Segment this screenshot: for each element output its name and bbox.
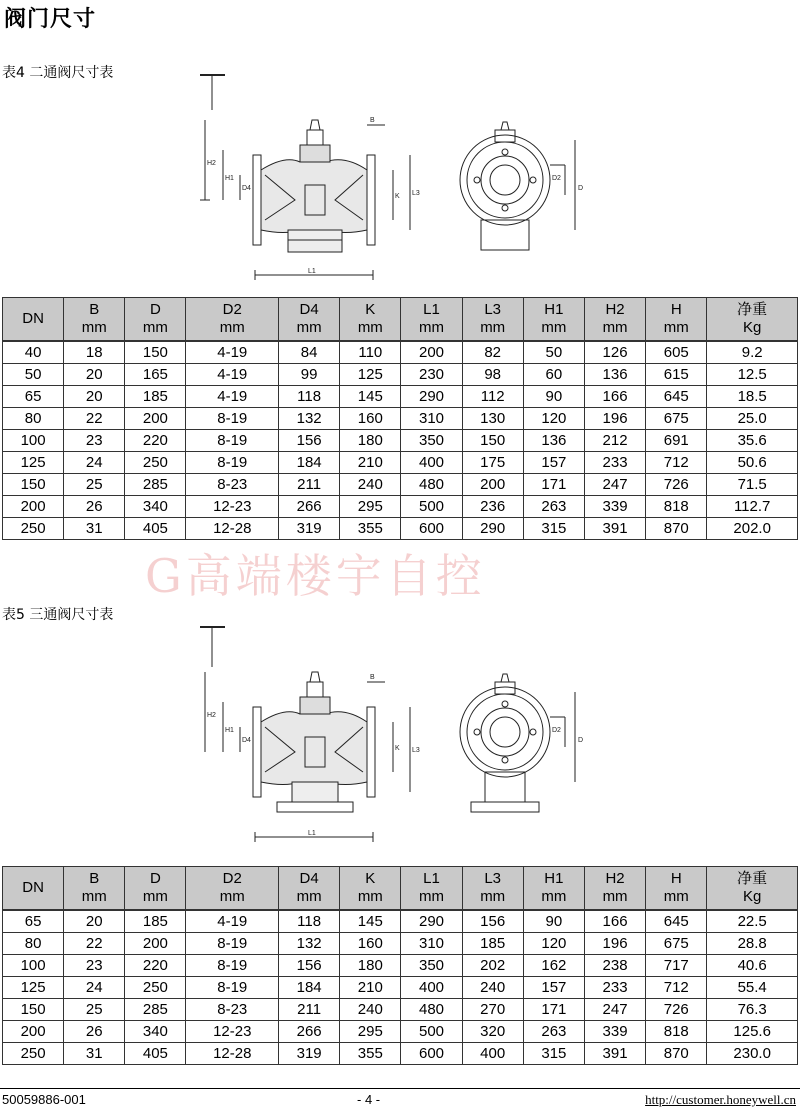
table-cell: 675 bbox=[646, 933, 707, 955]
table-cell: 136 bbox=[584, 364, 645, 386]
table-cell: 23 bbox=[64, 955, 125, 977]
table-cell: 675 bbox=[646, 408, 707, 430]
table-cell: 100 bbox=[3, 430, 64, 452]
table-cell: 391 bbox=[584, 518, 645, 540]
table-cell: 12-23 bbox=[186, 1021, 279, 1043]
table-cell: 120 bbox=[523, 933, 584, 955]
table-cell: 145 bbox=[340, 910, 401, 933]
table-cell: 350 bbox=[401, 955, 462, 977]
label-k: K bbox=[395, 193, 400, 200]
table-row bbox=[3, 452, 798, 474]
table-row bbox=[3, 518, 798, 540]
table-cell: 870 bbox=[646, 1043, 707, 1065]
table-cell: 400 bbox=[401, 452, 462, 474]
header-weight: 净重 Kg bbox=[707, 867, 798, 911]
table-cell: 157 bbox=[523, 977, 584, 999]
table-cell: 726 bbox=[646, 999, 707, 1021]
label-d4: D4 bbox=[242, 185, 251, 192]
label-d2-3way: D2 bbox=[552, 727, 561, 734]
table-row bbox=[3, 1021, 798, 1043]
table-cell: 90 bbox=[523, 910, 584, 933]
table-row bbox=[3, 977, 798, 999]
table-cell: 171 bbox=[523, 999, 584, 1021]
table-cell: 71.5 bbox=[707, 474, 798, 496]
table-cell: 295 bbox=[340, 1021, 401, 1043]
table-cell: 230.0 bbox=[707, 1043, 798, 1065]
table-cell: 210 bbox=[340, 977, 401, 999]
table-cell: 8-19 bbox=[186, 955, 279, 977]
table-cell: 84 bbox=[279, 341, 340, 364]
table-cell: 391 bbox=[584, 1043, 645, 1065]
watermark: G高端楼宇自控 bbox=[145, 549, 486, 603]
table-cell: 400 bbox=[462, 1043, 523, 1065]
table-cell: 691 bbox=[646, 430, 707, 452]
table-cell: 24 bbox=[64, 452, 125, 474]
table-cell: 212 bbox=[584, 430, 645, 452]
table-cell: 211 bbox=[279, 999, 340, 1021]
table-cell: 166 bbox=[584, 386, 645, 408]
label-l1-3way: L1 bbox=[308, 830, 316, 837]
table-cell: 310 bbox=[401, 408, 462, 430]
label-l3-3way: L3 bbox=[412, 747, 420, 754]
table-cell: 12.5 bbox=[707, 364, 798, 386]
table-cell: 136 bbox=[523, 430, 584, 452]
header-k: K mm bbox=[340, 867, 401, 911]
table-cell: 600 bbox=[401, 518, 462, 540]
table-cell: 130 bbox=[462, 408, 523, 430]
table-cell: 315 bbox=[523, 518, 584, 540]
table-cell: 818 bbox=[646, 496, 707, 518]
table-cell: 818 bbox=[646, 1021, 707, 1043]
table-cell: 160 bbox=[340, 933, 401, 955]
table-cell: 340 bbox=[125, 1021, 186, 1043]
header-b: B mm bbox=[64, 867, 125, 911]
table-cell: 8-19 bbox=[186, 430, 279, 452]
header-d2: D2 mm bbox=[186, 867, 279, 911]
table-cell: 157 bbox=[523, 452, 584, 474]
table-cell: 90 bbox=[523, 386, 584, 408]
table-cell: 263 bbox=[523, 496, 584, 518]
table-cell: 247 bbox=[584, 474, 645, 496]
table-cell: 500 bbox=[401, 496, 462, 518]
table-cell: 285 bbox=[125, 999, 186, 1021]
table-cell: 162 bbox=[523, 955, 584, 977]
table-cell: 200 bbox=[125, 933, 186, 955]
table-cell: 250 bbox=[125, 452, 186, 474]
table-cell: 8-23 bbox=[186, 999, 279, 1021]
page-number: - 4 - bbox=[357, 1092, 381, 1107]
table-cell: 12-28 bbox=[186, 518, 279, 540]
table-cell: 76.3 bbox=[707, 999, 798, 1021]
table-cell: 200 bbox=[3, 1021, 64, 1043]
table-cell: 605 bbox=[646, 341, 707, 364]
table-cell: 150 bbox=[462, 430, 523, 452]
label-h2-3way: H2 bbox=[207, 712, 216, 719]
table-cell: 4-19 bbox=[186, 386, 279, 408]
table-cell: 355 bbox=[340, 518, 401, 540]
table-row bbox=[3, 955, 798, 977]
table-cell: 40 bbox=[3, 341, 64, 364]
label-d4-3way: D4 bbox=[242, 737, 251, 744]
header-h2: H2 mm bbox=[584, 867, 645, 911]
table-cell: 8-19 bbox=[186, 408, 279, 430]
table-cell: 156 bbox=[279, 955, 340, 977]
table5-header-row bbox=[3, 867, 798, 911]
table-cell: 12-23 bbox=[186, 496, 279, 518]
table-cell: 263 bbox=[523, 1021, 584, 1043]
two-way-valve-drawing bbox=[195, 70, 595, 285]
table-cell: 500 bbox=[401, 1021, 462, 1043]
table-cell: 615 bbox=[646, 364, 707, 386]
table-row bbox=[3, 933, 798, 955]
table-cell: 31 bbox=[64, 1043, 125, 1065]
table-cell: 340 bbox=[125, 496, 186, 518]
label-h2: H2 bbox=[207, 160, 216, 167]
table-row bbox=[3, 1043, 798, 1065]
table-cell: 180 bbox=[340, 430, 401, 452]
table4-header-row bbox=[3, 298, 798, 342]
table-cell: 166 bbox=[584, 910, 645, 933]
table-cell: 320 bbox=[462, 1021, 523, 1043]
table-cell: 180 bbox=[340, 955, 401, 977]
table-cell: 250 bbox=[3, 518, 64, 540]
table-cell: 20 bbox=[64, 910, 125, 933]
table-cell: 31 bbox=[64, 518, 125, 540]
table-cell: 22 bbox=[64, 933, 125, 955]
label-d: D bbox=[578, 185, 584, 192]
table-cell: 65 bbox=[3, 386, 64, 408]
header-d2: D2 mm bbox=[186, 298, 279, 342]
table-cell: 200 bbox=[125, 408, 186, 430]
table-row bbox=[3, 364, 798, 386]
table-cell: 50 bbox=[3, 364, 64, 386]
table-cell: 315 bbox=[523, 1043, 584, 1065]
table-cell: 25.0 bbox=[707, 408, 798, 430]
header-h: H mm bbox=[646, 298, 707, 342]
table-cell: 202.0 bbox=[707, 518, 798, 540]
table-cell: 285 bbox=[125, 474, 186, 496]
table-cell: 8-19 bbox=[186, 977, 279, 999]
table-cell: 50.6 bbox=[707, 452, 798, 474]
header-dn: DN bbox=[3, 867, 64, 911]
table4-body bbox=[3, 341, 798, 540]
table-cell: 290 bbox=[401, 386, 462, 408]
table-cell: 350 bbox=[401, 430, 462, 452]
table-row bbox=[3, 910, 798, 933]
table-cell: 112.7 bbox=[707, 496, 798, 518]
label-k-3way: K bbox=[395, 745, 400, 752]
table-cell: 80 bbox=[3, 408, 64, 430]
table-cell: 65 bbox=[3, 910, 64, 933]
table-row bbox=[3, 474, 798, 496]
header-l3: L3 mm bbox=[462, 298, 523, 342]
table-cell: 126 bbox=[584, 341, 645, 364]
table-cell: 4-19 bbox=[186, 364, 279, 386]
table-cell: 40.6 bbox=[707, 955, 798, 977]
table-cell: 8-23 bbox=[186, 474, 279, 496]
table5-body bbox=[3, 910, 798, 1065]
footer-link[interactable]: http://customer.honeywell.cn bbox=[645, 1092, 796, 1107]
table-cell: 185 bbox=[125, 910, 186, 933]
table-cell: 726 bbox=[646, 474, 707, 496]
table-cell: 20 bbox=[64, 386, 125, 408]
table-cell: 132 bbox=[279, 933, 340, 955]
table-cell: 125 bbox=[3, 977, 64, 999]
table-cell: 120 bbox=[523, 408, 584, 430]
table-cell: 200 bbox=[3, 496, 64, 518]
table-cell: 125 bbox=[3, 452, 64, 474]
table-cell: 295 bbox=[340, 496, 401, 518]
table-row bbox=[3, 341, 798, 364]
header-k: K mm bbox=[340, 298, 401, 342]
doc-number: 50059886-001 bbox=[2, 1092, 86, 1107]
table-cell: 18.5 bbox=[707, 386, 798, 408]
table-cell: 480 bbox=[401, 474, 462, 496]
table-cell: 118 bbox=[279, 386, 340, 408]
table-cell: 9.2 bbox=[707, 341, 798, 364]
table-cell: 20 bbox=[64, 364, 125, 386]
table-cell: 150 bbox=[125, 341, 186, 364]
table-cell: 200 bbox=[401, 341, 462, 364]
table-cell: 240 bbox=[340, 474, 401, 496]
header-l1: L1 mm bbox=[401, 298, 462, 342]
table-cell: 165 bbox=[125, 364, 186, 386]
table-cell: 220 bbox=[125, 955, 186, 977]
table-cell: 270 bbox=[462, 999, 523, 1021]
table-cell: 238 bbox=[584, 955, 645, 977]
table-cell: 22 bbox=[64, 408, 125, 430]
table-cell: 55.4 bbox=[707, 977, 798, 999]
table-cell: 22.5 bbox=[707, 910, 798, 933]
table-cell: 240 bbox=[340, 999, 401, 1021]
table-cell: 23 bbox=[64, 430, 125, 452]
table-cell: 150 bbox=[3, 474, 64, 496]
table-cell: 405 bbox=[125, 518, 186, 540]
table-cell: 145 bbox=[340, 386, 401, 408]
three-way-valve-drawing bbox=[195, 622, 595, 847]
table-cell: 870 bbox=[646, 518, 707, 540]
table-cell: 12-28 bbox=[186, 1043, 279, 1065]
header-h: H mm bbox=[646, 867, 707, 911]
table-cell: 240 bbox=[462, 977, 523, 999]
table-cell: 132 bbox=[279, 408, 340, 430]
page-title: 阀门尺寸 bbox=[4, 7, 97, 32]
header-weight: 净重 Kg bbox=[707, 298, 798, 342]
table-cell: 125.6 bbox=[707, 1021, 798, 1043]
table-cell: 98 bbox=[462, 364, 523, 386]
table-cell: 171 bbox=[523, 474, 584, 496]
table-cell: 266 bbox=[279, 496, 340, 518]
table-cell: 230 bbox=[401, 364, 462, 386]
table-cell: 24 bbox=[64, 977, 125, 999]
header-b: B mm bbox=[64, 298, 125, 342]
label-d-3way: D bbox=[578, 737, 584, 744]
table-cell: 202 bbox=[462, 955, 523, 977]
table-cell: 355 bbox=[340, 1043, 401, 1065]
table-cell: 645 bbox=[646, 386, 707, 408]
header-h1: H1 mm bbox=[523, 867, 584, 911]
table-cell: 118 bbox=[279, 910, 340, 933]
table-cell: 156 bbox=[462, 910, 523, 933]
table-cell: 25 bbox=[64, 999, 125, 1021]
table-cell: 233 bbox=[584, 452, 645, 474]
table-cell: 80 bbox=[3, 933, 64, 955]
table-cell: 26 bbox=[64, 1021, 125, 1043]
table-cell: 717 bbox=[646, 955, 707, 977]
table-cell: 25 bbox=[64, 474, 125, 496]
table-cell: 220 bbox=[125, 430, 186, 452]
table-cell: 250 bbox=[125, 977, 186, 999]
table-cell: 160 bbox=[340, 408, 401, 430]
table-cell: 100 bbox=[3, 955, 64, 977]
header-d4: D4 mm bbox=[279, 298, 340, 342]
table-cell: 82 bbox=[462, 341, 523, 364]
header-d: D mm bbox=[125, 298, 186, 342]
header-h1: H1 mm bbox=[523, 298, 584, 342]
table-cell: 233 bbox=[584, 977, 645, 999]
table-row bbox=[3, 999, 798, 1021]
table-cell: 405 bbox=[125, 1043, 186, 1065]
table-cell: 211 bbox=[279, 474, 340, 496]
label-h1: H1 bbox=[225, 175, 234, 182]
table-cell: 8-19 bbox=[186, 933, 279, 955]
table4 bbox=[2, 297, 798, 540]
label-b-3way: B bbox=[370, 674, 375, 681]
header-l1: L1 mm bbox=[401, 867, 462, 911]
table-cell: 339 bbox=[584, 1021, 645, 1043]
table-cell: 18 bbox=[64, 341, 125, 364]
table-cell: 645 bbox=[646, 910, 707, 933]
label-h1-3way: H1 bbox=[225, 727, 234, 734]
label-l3: L3 bbox=[412, 190, 420, 197]
table-cell: 400 bbox=[401, 977, 462, 999]
table-cell: 266 bbox=[279, 1021, 340, 1043]
table-cell: 110 bbox=[340, 341, 401, 364]
table-cell: 319 bbox=[279, 1043, 340, 1065]
table4-caption: 表4 二通阀尺寸表 bbox=[2, 65, 114, 81]
header-dn: DN bbox=[3, 298, 64, 342]
table-cell: 112 bbox=[462, 386, 523, 408]
table-row bbox=[3, 408, 798, 430]
table-cell: 99 bbox=[279, 364, 340, 386]
table-cell: 236 bbox=[462, 496, 523, 518]
table-cell: 175 bbox=[462, 452, 523, 474]
table-cell: 125 bbox=[340, 364, 401, 386]
header-l3: L3 mm bbox=[462, 867, 523, 911]
table-cell: 50 bbox=[523, 341, 584, 364]
table-cell: 8-19 bbox=[186, 452, 279, 474]
table-cell: 247 bbox=[584, 999, 645, 1021]
table-cell: 196 bbox=[584, 933, 645, 955]
table-cell: 290 bbox=[462, 518, 523, 540]
footer-divider bbox=[0, 1088, 800, 1089]
table-cell: 290 bbox=[401, 910, 462, 933]
label-l1: L1 bbox=[308, 268, 316, 275]
table-cell: 4-19 bbox=[186, 910, 279, 933]
table-cell: 210 bbox=[340, 452, 401, 474]
table5 bbox=[2, 866, 798, 1065]
table-row bbox=[3, 496, 798, 518]
table-cell: 184 bbox=[279, 452, 340, 474]
table-cell: 319 bbox=[279, 518, 340, 540]
table-cell: 712 bbox=[646, 452, 707, 474]
table-cell: 600 bbox=[401, 1043, 462, 1065]
table-cell: 196 bbox=[584, 408, 645, 430]
header-h2: H2 mm bbox=[584, 298, 645, 342]
table-cell: 250 bbox=[3, 1043, 64, 1065]
table5-caption: 表5 三通阀尺寸表 bbox=[2, 607, 114, 623]
table-cell: 150 bbox=[3, 999, 64, 1021]
label-b: B bbox=[370, 117, 375, 124]
table-cell: 4-19 bbox=[186, 341, 279, 364]
table-cell: 185 bbox=[462, 933, 523, 955]
table-cell: 200 bbox=[462, 474, 523, 496]
table-cell: 480 bbox=[401, 999, 462, 1021]
label-d2: D2 bbox=[552, 175, 561, 182]
table-cell: 28.8 bbox=[707, 933, 798, 955]
table-cell: 339 bbox=[584, 496, 645, 518]
table-row bbox=[3, 430, 798, 452]
table-cell: 156 bbox=[279, 430, 340, 452]
table-cell: 26 bbox=[64, 496, 125, 518]
table-cell: 185 bbox=[125, 386, 186, 408]
table-cell: 712 bbox=[646, 977, 707, 999]
table-cell: 310 bbox=[401, 933, 462, 955]
header-d4: D4 mm bbox=[279, 867, 340, 911]
table-cell: 60 bbox=[523, 364, 584, 386]
table-cell: 35.6 bbox=[707, 430, 798, 452]
table-row bbox=[3, 386, 798, 408]
table-cell: 184 bbox=[279, 977, 340, 999]
header-d: D mm bbox=[125, 867, 186, 911]
